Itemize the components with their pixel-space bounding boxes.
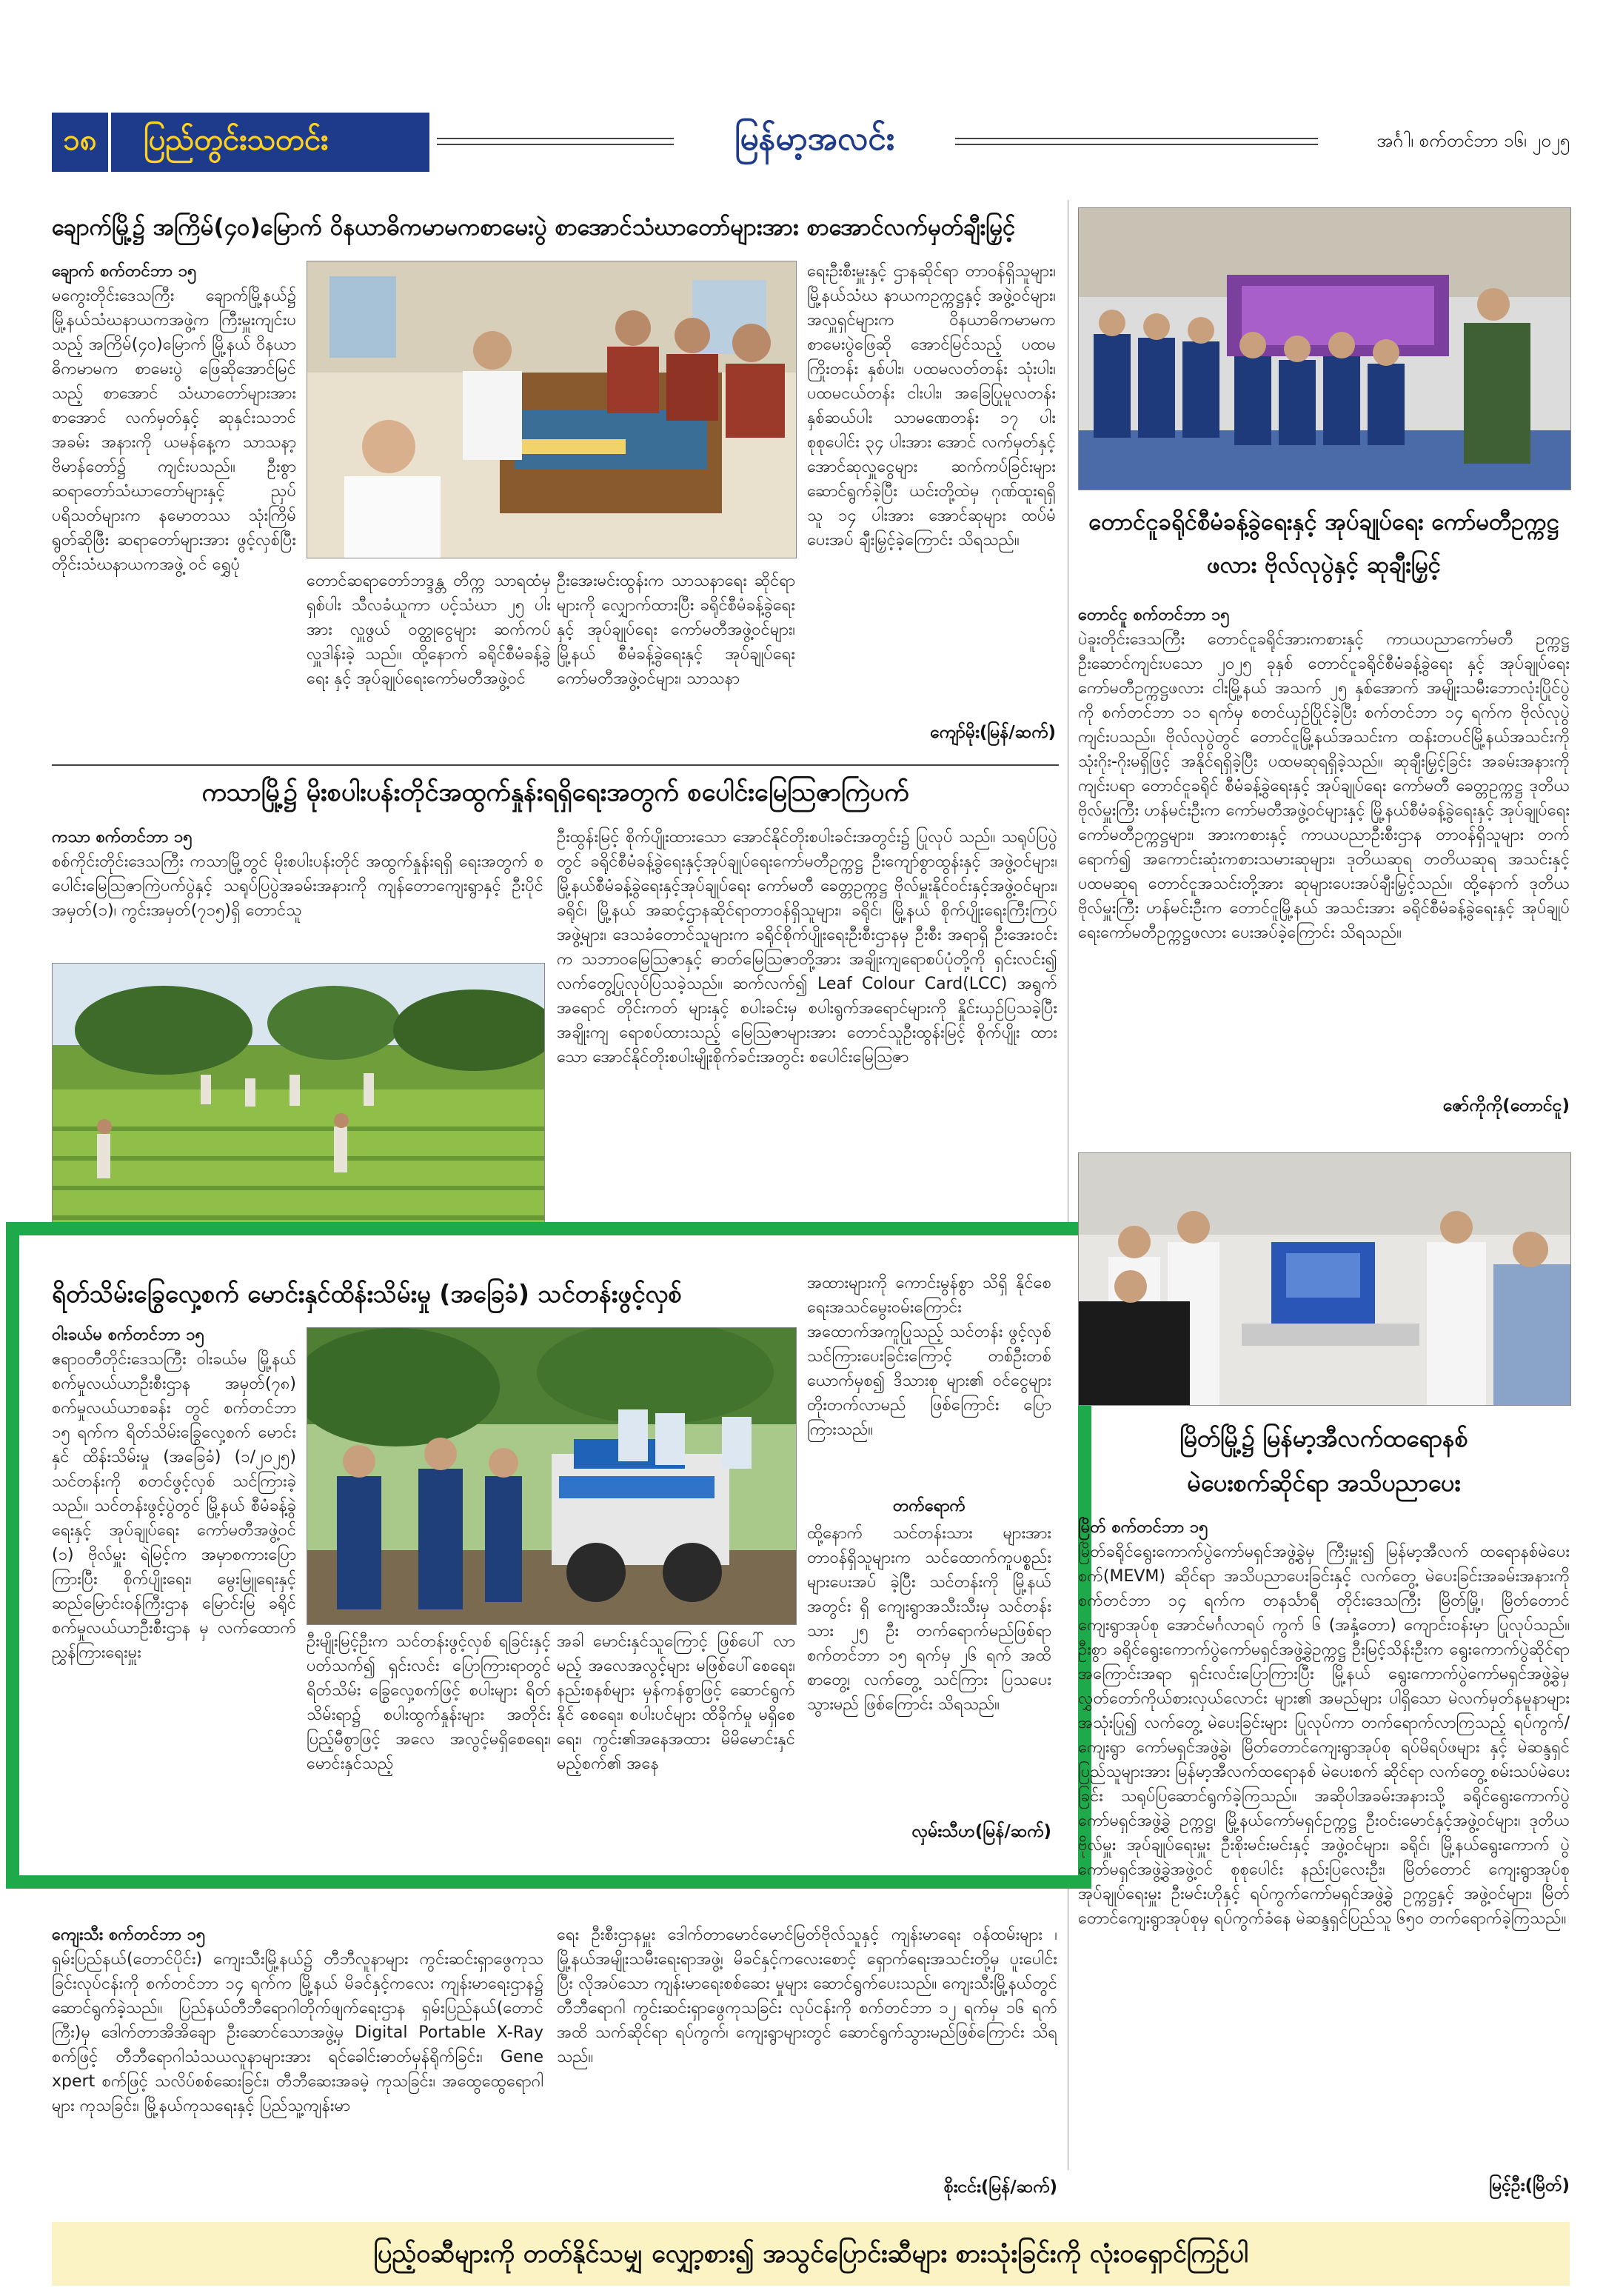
article3-col1 [52, 825, 543, 958]
article1-byline: ကျော်မိုး(မြန်/ဆက်) [929, 723, 1056, 742]
article1-dateline: ချောက် စက်တင်ဘာ ၁၅ [52, 262, 197, 281]
article2-photo [1078, 207, 1571, 490]
article1-col4: ရေးဦးစီးမှူးနှင့် ဌာနဆိုင်ရာ တာဝန်ရှိသူများ၊ မြို့နယ်သံဃ နာယကဥက္ကဋ္ဌနှင့် အဖွဲ့ဝင်များ၊ အလှူရှင်များက ဝိနယာဓိကမာမက စာမေးပွဲဖြေဆို အောင်မြင်သည့် ပထမကြိုးတန်း နှစ်ပါး၊ ပထမလတ်တန်း သုံးပါး၊ ပထမငယ်တန်း ငါးပါး၊ အခြေပြုမူလတန်း နှစ်ဆယ်ပါး သာမဏေတန်း ၁၇ ပါး စုစုပေါင်း ၃၄ ပါးအား အောင် လက်မှတ်နှင့် အောင်ဆုလှူငွေများ ဆက်ကပ်ခြင်းများ ဆောင်ရွက်ခဲ့ပြီး ယင်းတို့ထဲမှ ဂုဏ်ထူးရရှိသူ ၁၄ ပါးအား အောင်ဆုများ ထပ်မံပေးအပ် ချီးမြှင့်ခဲ့ကြောင်း သိရသည်။ [807, 262, 1056, 550]
paddy-field-image [53, 964, 544, 1230]
article2-dateline: တောင်ငူ စက်တင်ဘာ ၁၅ [1078, 606, 1230, 624]
article2-body [1078, 603, 1570, 1092]
article1-col1-text: မကွေးတိုင်းဒေသကြီး ချောက်မြို့နယ်၌ မြို့နယ်သံဃနာယကအဖွဲ့က ကြီးမှူးကျင်းပသည့် အကြိမ်(၄၀)မြောက် မြို့နယ် ဝိနယာဓိကမာမက စာမေးပွဲ ဖြေဆိုအောင်မြင်သည့် စာအောင် သံဃာတော်များအား စာအောင် လက်မှတ်နှင့် ဆုနှင်းသဘင်အခမ်း အနားကို ယမန်နေ့က သာသနာ့ ဗိမာန်တော်၌ ကျင်းပသည်။ ဦးစွာ ဆရာတော်သံဃာတော်များနှင့် ညှပ်ပရိသတ်များက နမောတဿ သုံးကြိမ်ရွတ်ဆိုဖြီး ဆရာတော်များအား ဖွင့်လှစ်ပြီး တိုင်းသံဃနာယကအဖွဲ့ ဝင် ရွှေပုံ [52, 287, 296, 574]
article2-text: ပဲခူးတိုင်းဒေသကြီး တောင်ငူခရိုင်အားကစားနှင့် ကာယပညာကော်မတီ ဥက္ကဋ္ဌ ဦးဆောင်ကျင်းပသော ၂၀၂၅ ခုနှစ် တောင်ငူခရိုင်စီမံခန့်ခွဲရေး နှင့် အုပ်ချုပ်ရေးကော်မတီဥက္ကဋ္ဌဖလား ငါးမြို့နယ် အသက် ၂၅ နှစ်အောက် အမျိုးသမီးဘောလုံးပြိုင်ပွဲကို စက်တင်ဘာ ၁၁ ရက်မှ စတင်ယှဉ်ပြိုင်ခဲ့ပြီး စက်တင်ဘာ ၁၄ ရက်က ဗိုလ်လုပွဲကျင်းပသည်။ ဗိုလ်လုပွဲတွင် တောင်ငူမြို့နယ်အသင်းက ထန်းတပင်မြို့နယ်အသင်းကို သုံးဂိုး-ဂိုးမရှိဖြင့် အနိုင်ရရှိခဲ့ပြီး ပထမဆုရရှိခဲ့သည်။ ဆုချီးမြှင့်ခြင်း အခမ်းအနားကို ကျင်းပရာ တောင်ငူခရိုင် စီမံခန့်ခွဲရေးနှင့် အုပ်ချုပ်ရေး ကော်မတီ ခေတ္တဥက္ကဋ္ဌ ဒုတိယဗိုလ်မှူးကြီး ဟန်မင်းဦးက ကော်မတီအဖွဲ့ဝင်များနှင့် မြို့နယ်စီမံခန့်ခွဲရေးနှင့် အုပ်ချုပ်ရေးကော်မတီဥက္ကဋ္ဌများ၊ အားကစားနှင့် ကာယပညာဦးစီးဌာန တာဝန်ရှိသူများ တက်ရောက်၍ အကောင်းဆုံးကစားသမားဆုများ၊ ဒုတိယဆုရ တတိယဆုရ အသင်းနှင့် ပထမဆုရ တောင်ငူအသင်းတို့အား ဆုများပေးအပ်ချီးမြှင့်သည်။ ထို့နောက် ဒုတိယဗိုလ်မှူးကြီး ဟန်မင်းဦးက တောင်ငူမြို့နယ် အသင်းအား ခရိုင်စီမံခန့်ခွဲရေးနှင့် အုပ်ချုပ်ရေးကော်မတီဥက္ကဋ္ဌဖလား ပေးအပ်ခဲ့ကြောင်း သိရသည်။ [1078, 630, 1570, 942]
article4-photo [307, 1327, 797, 1625]
article3-top-rule [52, 764, 1059, 766]
section-label: ပြည်တွင်းသတင်း [111, 113, 429, 172]
article4-col1 [52, 1323, 296, 1846]
article3-col1-text: စစ်ကိုင်းတိုင်းဒေသကြီး ကသာမြို့တွင် မိုးစပါးပန်းတိုင် အထွက်နှုန်းရရှိ ရေးအတွက် စပေါင်းမြေဩဇာကြဲပက်ပွဲနှင့် သရုပ်ပြပွဲအခမ်းအနားကို ကျန်တောကျေးရွာနှင့် ဦးပိုင် အမှတ်(၁)၊ ကွင်းအမှတ်(၇၁၅)ရှိ တောင်သူ [52, 852, 543, 920]
page-number: ၁၈ [52, 113, 108, 172]
header-line-left [437, 138, 674, 139]
article5-headline-1: မြိတ်မြို့၌ မြန်မာ့အီလက်ထရောနစ် [1179, 1424, 1468, 1452]
article5-headline-2: မဲပေးစက်ဆိုင်ရာ အသိပညာပေး [1187, 1469, 1461, 1497]
article4-byline: လှမ်းသီဟ(မြန်/ဆက်) [911, 1822, 1051, 1841]
article5-byline: မြင့်ဦး(မြိတ်) [1489, 2176, 1570, 2195]
monks-ceremony-image [307, 261, 796, 558]
article5-text: မြိတ်ခရိုင်ရွေးကောက်ပွဲကော်မရှင်အဖွဲ့ခွဲမှ ကြီးမှူး၍ မြန်မာ့အီလက် ထရောနစ်မဲပေးစက်(MEVM) ဆိုင်ရာ အသိပညာပေးခြင်းနှင့် လက်တွေ့ မဲပေးခြင်းအခမ်းအနားကို စက်တင်ဘာ ၁၄ ရက်က တနင်္သာရီ တိုင်းဒေသကြီး မြိတ်မြို့၊ မြိတ်တောင်ကျေးရွာအုပ်စု အောင်မင်္ဂလာရပ် ကွက် ၆ (အနှံ့တော) ကျောင်းဝန်းမှာ ပြုလုပ်သည်။ ဦးစွာ ခရိုင်ရွေးကောက်ပွဲကော်မရှင်အဖွဲ့ခွဲဥက္ကဋ္ဌ ဦးမြင့်သိန်းဦးက ရွေးကောက်ပွဲဆိုင်ရာအကြောင်းအရာ ရှင်းလင်းပြောကြားပြီး မြို့နယ် ရွေးကောက်ပွဲကော်မရှင်အဖွဲ့ခွဲမှ လွှတ်တော်ကိုယ်စားလှယ်လောင်း များ၏ အမည်များ ပါရှိသော မဲလက်မှတ်နမူနာများ အသုံးပြု၍ လက်တွေ့ မဲပေးခြင်းများ ပြုလုပ်ကာ တက်ရောက်လာကြသည့် ရပ်ကွက်/ ကျေးရွာ ကော်မရှင်အဖွဲ့ခွဲ၊ မြိတ်တောင်ကျေးရွာအုပ်စု ရပ်မိရပ်ဖများ နှင့် မဲဆန္ဒရှင်ပြည်သူများအား မြန်မာ့အီလက်ထရောနစ် မဲပေးစက် ဆိုင်ရာ လက်တွေ့ စမ်းသပ်မဲပေးခြင်း သရုပ်ပြဆောင်ရွက်ခဲ့ကြသည်။ အဆိုပါအခမ်းအနားသို့ ခရိုင်ရွေးကောက်ပွဲကော်မရှင်အဖွဲ့ခွဲ ဥက္ကဋ္ဌ၊ မြို့နယ်ကော်မရှင်ဥက္ကဋ္ဌ ဦးဝင်းမောင်နှင့်အဖွဲ့ဝင်များ၊ ဒုတိယဗိုလ်မှူး အုပ်ချုပ်ရေးမှူး ဦးစိုးမင်းမင်းနှင့် အဖွဲ့ဝင်များ၊ ခရိုင်၊ မြို့နယ်ရွေးကောက် ပွဲကော်မရှင်အဖွဲ့ခွဲအဖွဲ့ဝင် စုစုပေါင်း နည်းပြလေးဦး၊ မြိတ်တောင် ကျေးရွာအုပ်စု အုပ်ချုပ်ရေးမှူး ဦးမင်းဟိုနှင့် ရပ်ကွက်ကော်မရှင်အဖွဲ့ခွဲ ဥက္ကဋ္ဌနှင့် အဖွဲ့ဝင်များ၊ မြိတ်တောင်ကျေးရွာအုပ်စုမှ ရပ်ကွက်ခံနေ မဲဆန္ဒရှင်ပြည်သူ ၆၅၀ တက်ရောက်ခဲ့ကြသည်။ [1078, 1543, 1570, 1928]
football-award-image [1079, 208, 1570, 490]
article1-col2: တောင်ဆရာတော်ဘဒ္ဒန္တ တိက္က သာရထံမှ ရှစ်ပါး သီလခံယူကာ ပင့်သံဃာ ၂၅ ပါးအား လှူဖွယ် ဝတ္ထုငွေများ ဆက်ကပ်လှူဒါန်းခဲ့ သည်။ ထို့နောက် ခရိုင်စီမံခန့်ခွဲရေး နှင့် အုပ်ချုပ်ရေးကော်မတီအဖွဲ့ဝင် [307, 572, 551, 688]
header-line-left-2 [437, 144, 674, 145]
article4-col1-text: ဧရာဝတီတိုင်းဒေသကြီး ဝါးခယ်မ မြို့နယ် စက်မှုလယ်ယာဦးစီးဌာန အမှတ်(၇၈) စက်မှုလယ်ယာစခန်း တွင် စက်တင်ဘာ ၁၅ ရက်က ရိတ်သိမ်းခြွေလှေ့စက် မောင်းနှင် ထိန်းသိမ်းမှု (အခြေခံ) (၁/၂၀၂၅) သင်တန်းကို စတင်ဖွင့်လှစ် သင်ကြားခဲ့သည်။ သင်တန်းဖွင့်ပွဲတွင် မြို့နယ် စီမံခန့်ခွဲရေးနှင့် အုပ်ချုပ်ရေး ကော်မတီအဖွဲ့ဝင် (၁) ဗိုလ်မှူး ရဲမြင့်က အမှာစကားပြောကြားပြီး စိုက်ပျိုးရေး၊ မွေးမြူရေးနှင့် ဆည်မြောင်းဝန်ကြီးဌာန မြောင်းမြ ခရိုင် စက်မှုလယ်ယာဦးစီးဌာန မှ လက်ထောက်ညွှန်ကြားရေးမှူး [52, 1350, 296, 1662]
article3-photo [52, 963, 545, 1231]
article6-col1-text: ရှမ်းပြည်နယ်(တောင်ပိုင်း) ကျေးသီးမြို့နယ်၌ တီဘီလူနာများ ကွင်းဆင်းရှာဖွေကုသခြင်းလုပ်ငန်းကို စက်တင်ဘာ ၁၄ ရက်က မြို့နယ် မိခင်နှင့်ကလေး ကျန်းမာရေးဌာန၌ ဆောင်ရွက်ခဲ့သည်။ ပြည်နယ်တီဘီရောဂါတိုက်ဖျက်ရေးဌာန ရှမ်းပြည်နယ်(တောင်ကြီး)မှ ဒေါက်တာအိအိချော ဦးဆောင်သောအဖွဲ့မှ Digital Portable X-Ray စက်ဖြင့် တီဘီရောဂါသံသယလူနာများအား ရင်ခေါင်းဓာတ်မှန်ရိုက်ခြင်း၊ Gene xpert စက်ဖြင့် သလိပ်စစ်ဆေးခြင်း၊ တီဘီဆေးအခမဲ့ ကုသခြင်း၊ အထွေထွေရောဂါများ ကုသခြင်း၊ မြို့နယ်ကုသရေးနှင့် ပြည်သူ့ကျန်းမာ [52, 1950, 543, 2115]
harvester-training-image [307, 1328, 796, 1624]
article4-headline: ရိတ်သိမ်းခြွေလှေ့စက် မောင်းနှင်ထိန်းသိမ်းမှု (အခြေခံ) သင်တန်းဖွင့်လှစ် [52, 1279, 682, 1308]
masthead: မြန်မာ့အလင်း [734, 120, 894, 158]
article2-byline: ဇော်ကိုကို(တောင်ငူ) [1442, 1096, 1570, 1115]
footer-slogan: ပြည့်ဝဆီများကို တတ်နိုင်သမျှ လျှော့စား၍ အသွင်ပြောင်းဆီများ စားသုံးခြင်းကို လုံးဝရှောင်ကြဉ်ပါ [373, 2239, 1248, 2269]
article4-col3: အခါ မောင်းနှင်သူကြောင့် ဖြစ်ပေါ် လာမည့် အလေအလွင့်များ မဖြစ်ပေါ်စေရေး၊ နည်းစနစ်များ မှန်ကန်စွာဖြင့် ဆောင်ရွက်နိုင် စေရေး၊ စပါးပင်များ ထိခိုက်မှု မရှိစေရေး၊ ကွင်း၏အနေအထား မိမိမောင်းနှင်မည့်စက်၏ အနေ [557, 1632, 795, 1773]
article1-col3: ဦးအေးမင်းထွန်းက သာသနာရေး ဆိုင်ရာများကို လျှောက်ထားပြီး ခရိုင်စီမံခန့်ခွဲရေးနှင့် အုပ်ချုပ်ရေး ကော်မတီအဖွဲ့ဝင်များ၊ မြို့နယ် စီမံခန့်ခွဲရေးနှင့် အုပ်ချုပ်ရေး ကော်မတီအဖွဲ့ဝင်များ၊ သာသနာ [557, 572, 795, 688]
article3-col2: ဦးထွန်းမြင့် စိုက်ပျိုးထားသော အောင်နိုင်တိုးစပါးခင်းအတွင်း၌ ပြုလုပ် သည်။ သရုပ်ပြပွဲတွင် ခရိုင်စီမံခန့်ခွဲရေးနှင့်အုပ်ချုပ်ရေးကော်မတီဥက္ကဋ္ဌ ဦးကျော်စွာထွန်းနှင့် အဖွဲ့ဝင်များ၊ မြို့နယ်စီမံခန့်ခွဲရေးနှင့်အုပ်ချုပ်ရေး ကော်မတီ ခေတ္တဥက္ကဋ္ဌ ဗိုလ်မှူးနိုင်ဝင်းနှင့်အဖွဲ့ဝင်များ၊ ခရိုင်၊ မြို့နယ် အဆင့်ဌာနဆိုင်ရာတာဝန်ရှိသူများ၊ ခရိုင်၊ မြို့နယ် စိုက်ပျိုးရေးကြီးကြပ် အဖွဲ့များ၊ ဒေသခံတောင်သူများက ခရိုင်စိုက်ပျိုးရေးဦးစီးဌာနမှ ဦးစီး အရာရှိ ဦးအေးဝင်းက သဘာဝမြေဩဇာနှင့် ဓာတ်မြေဩဇာတို့အား အချိုးကျရောစပ်ပုံတို့ကို ရှင်းလင်း၍ လက်တွေ့ပြုလုပ်ပြသခဲ့သည်။ ဆက်လက်၍ Leaf Colour Card(LCC) အရွက်အရောင် တိုင်းကတ် များနှင့် စပါးခင်းမှ စပါးရွက်အရောင်များကို နှိုင်းယှဉ်ပြသခဲ့ပြီး အချိုးကျ ရောစပ်ထားသည့် မြေဩဇာများအား တောင်သူဦးထွန်းမြင့် စိုက်ပျိုး ထားသော အောင်နိုင်တိုးစပါးမျိုးစိုက်ခင်းအတွင်း စပေါင်းမြေဩဇာ [557, 828, 1057, 1067]
article2-headline: တောင်ငူခရိုင်စီမံခန့်ခွဲရေးနှင့် အုပ်ချုပ်ရေး ကော်မတီဥက္ကဋ္ဌဖလား ဗိုလ်လုပွဲနှင့် ဆုချီးမြှင့် [1088, 509, 1559, 578]
article6-col2: ရေး ဦးစီးဌာနမှူး ဒေါက်တာမောင်မောင်မြတ်ဗိုလ်သူနှင့် ကျန်းမာရေး ဝန်ထမ်းများ ၊ မြို့နယ်အမျိုးသမီးရေးရာအဖွဲ့၊ မိခင်နှင့်ကလေးစောင့် ရှောက်ရေးအသင်းတို့မှ ပူးပေါင်းပြီး လိုအပ်သော ကျန်းမာရေးစစ်ဆေး မှုများ ဆောင်ရွက်ပေးသည်။ ကျေးသီးမြို့နယ်တွင် တီဘီရောဂါ ကွင်းဆင်းရှာဖွေကုသခြင်း လုပ်ငန်းကို စက်တင်ဘာ ၁၂ ရက်မှ ၁၆ ရက်အထိ သက်ဆိုင်ရာ ရပ်ကွက်၊ ကျေးရွာများတွင် ဆောင်ရွက်သွားမည်ဖြစ်ကြောင်း သိရ သည်။ [557, 1926, 1057, 2066]
header-line-right [955, 138, 1318, 139]
article3-headline: ကသာမြို့၌ မိုးစပါးပန်းတိုင်အထွက်နှုန်းရရှိရေးအတွက် စပေါင်းမြေဩဇာကြဲပက် [201, 778, 909, 807]
article4-col4b: ထို့နောက် သင်တန်းသား များအား တာဝန်ရှိသူများက သင်ထောက်ကူပစ္စည်းများပေးအပ် ခဲ့ပြီး သင်တန်းကို မြို့နယ်အတွင်း ရှိ ကျေးရွာအသီးသီးမှ သင်တန်း သား ၂၅ ဦး တက်ရောက်မည်ဖြစ်ရာ စက်တင်ဘာ ၁၅ ရက်မှ ၂၆ ရက် အထိ စာတွေ့၊ လက်တွေ့ သင်ကြား ပြသပေးသွားမည် ဖြစ်ကြောင်း သိရသည်။ [807, 1524, 1051, 1714]
issue-date: အင်္ဂါ၊ စက်တင်ဘာ ၁၆၊ ၂၀၂၅ [1376, 130, 1570, 151]
voting-machine-image [1079, 1153, 1570, 1405]
article5-dateline: မြိတ် စက်တင်ဘာ ၁၅ [1078, 1518, 1208, 1537]
article4-subhead: တက်ရောက် [892, 1497, 966, 1515]
article4-col2: ဦးမျိုးမြင့်ဦးက သင်တန်းဖွင့်လှစ် ရခြင်းနှင့် ပတ်သက်၍ ရှင်းလင်း ပြောကြားရာတွင် ရိတ်သိမ်း ခြွေလှေ့စက်ဖြင့် စပါးများ ရိတ် သိမ်းရာ၌ စပါးထွက်နှုန်းများ အတိုင်း ပြည့်မီစွာဖြင့် အလေ အလွင့်မရှိစေရေး၊ မောင်းနှင်သည့် [307, 1632, 551, 1773]
article1-col1 [52, 259, 296, 748]
article5-body [1078, 1515, 1570, 2167]
article6-byline: စိုးငင်း(မြန်/ဆက်) [943, 2177, 1057, 2197]
article4-col4: အထားများကို ကောင်းမွန်စွာ သိရှိ နိုင်စေရေးအသင်မွေးဝမ်းကြောင်း အထောက်အကူပြုသည့် သင်တန်း ဖွင့်လှစ်သင်ကြားပေးခြင်းကြောင့် တစ်ဦးတစ်ယောက်မှစ၍ ဒိသားစု များ၏ ဝင်ငွေများ တိုးတက်လာမည် ဖြစ်ကြောင်း ပြောကြားသည်။ [807, 1274, 1051, 1439]
article6-dateline: ကျေးသီး စက်တင်ဘာ ၁၅ [52, 1926, 206, 1944]
article5-photo [1078, 1152, 1571, 1406]
article4-dateline: ဝါးခယ်မ စက်တင်ဘာ ၁၅ [52, 1326, 204, 1344]
article6-col1 [52, 1923, 543, 2204]
article1-photo [307, 261, 797, 558]
header-line-right-2 [955, 144, 1318, 145]
article3-dateline: ကသာ စက်တင်ဘာ ၁၅ [52, 828, 193, 847]
article1-headline: ချောက်မြို့၌ အကြိမ်(၄၀)မြောက် ဝိနယာဓိကမာမကစာမေးပွဲ စာအောင်သံဃာတော်များအား စာအောင်လက်မှတ်ချီးမြှင့် [52, 214, 1016, 241]
